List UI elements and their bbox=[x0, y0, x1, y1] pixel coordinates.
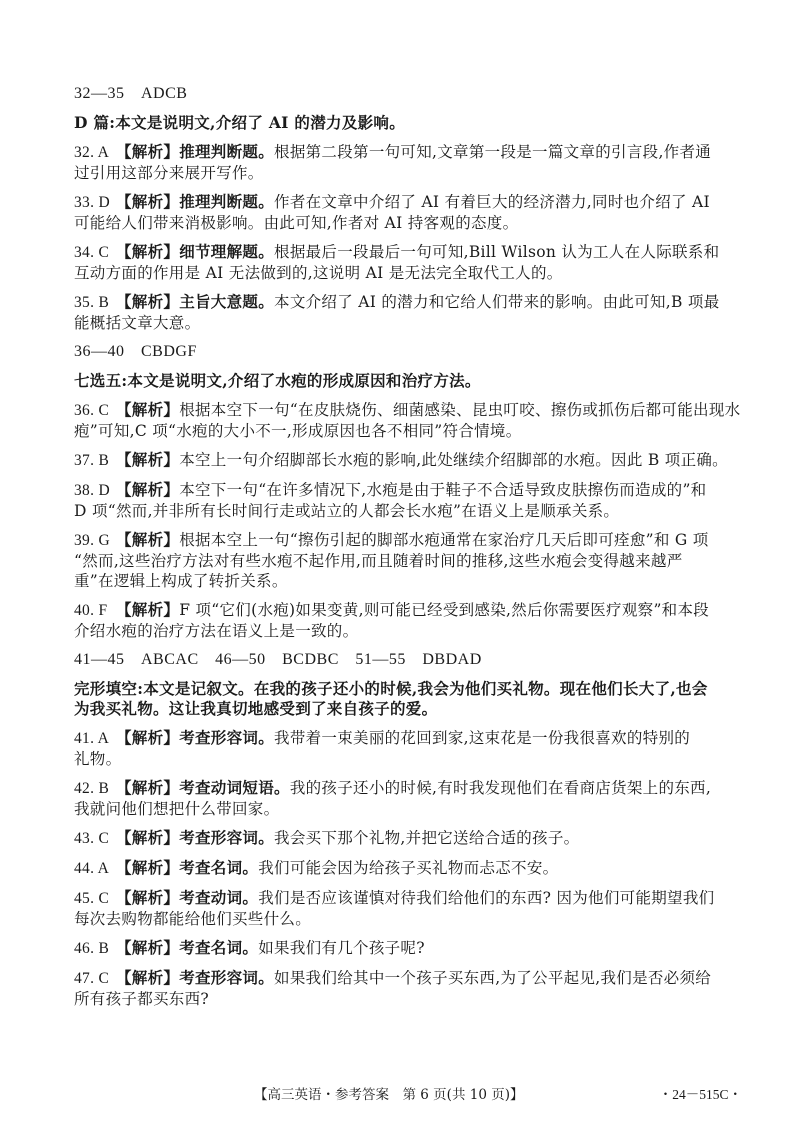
d-item: 33. D 【解析】推理判断题。作者在文章中介绍了 AI 有着巨大的经济潜力,同时也介绍了 AI 可能给人们带来消极影响。由此可知,作者对 AI 持客观的态度。 bbox=[74, 192, 710, 232]
c-item: 42. B 【解析】考查动词短语。我的孩子还小的时候,有时我发现他们在看商店货架上的东西, 我就问他们想把什么带回家。 bbox=[74, 778, 712, 818]
q-item: 36. C 【解析】根据本空下一句“在皮肤烧伤、细菌感染、昆虫叮咬、擦伤或抓伤后都可能出现水 疱”可知,C 项“水疱的大小不一,形成原因也各不相同”符合情境。 bbox=[74, 400, 741, 440]
footer-code: ・24－515C・ bbox=[658, 1087, 742, 1102]
q-item: 39. G 【解析】根据本空上一句“擦伤引起的脚部水疱通常在家治疗几天后即可痊愈”和 G 项 “然而,这些治疗方法对有些水疱不起作用,而且随着时间的推移,这些水疱会变得越来越严 重”在逻辑上构成了转折关系。 bbox=[74, 530, 709, 590]
d-item: 35. B 【解析】主旨大意题。本文介绍了 AI 的潜力和它给人们带来的影响。由此可知,B 项最 能概括文章大意。 bbox=[74, 292, 720, 332]
d-heading: D 篇:本文是说明文,介绍了 AI 的潜力及影响。 bbox=[74, 113, 406, 132]
c-heading: 完形填空:本文是记叙文。在我的孩子还小的时候,我会为他们买礼物。现在他们长大了,也会 为我买礼物。这让我真切地感受到了来自孩子的爱。 bbox=[74, 679, 708, 718]
c-item: 44. A 【解析】考查名词。我们可能会因为给孩子买礼物而忐忑不安。 bbox=[74, 858, 559, 877]
c-item: 45. C 【解析】考查动词。我们是否应该谨慎对待我们给他们的东西? 因为他们可能期望我们 每次去购物都能给他们买些什么。 bbox=[74, 888, 715, 928]
c-item: 46. B 【解析】考查名词。如果我们有几个孩子呢? bbox=[74, 938, 425, 957]
c-item: 41. A 【解析】考查形容词。我带着一束美丽的花回到家,这束花是一份我很喜欢的特别的 礼物。 bbox=[74, 728, 691, 768]
c-item: 43. C 【解析】考查形容词。我会买下那个礼物,并把它送给合适的孩子。 bbox=[74, 828, 580, 847]
footer-page-info: 【高三英语・参考答案 第 6 页(共 10 页)】 bbox=[254, 1087, 524, 1103]
q-item: 40. F 【解析】F 项“它们(水疱)如果变黄,则可能已经受到感染,然后你需要医疗观察”和本段 介绍水疱的治疗方法在语义上是一致的。 bbox=[74, 600, 710, 640]
d-item: 34. C 【解析】细节理解题。根据最后一段最后一句可知,Bill Wilson 认为工人在人际联系和 互动方面的作用是 AI 无法做到的,这说明 AI 是无法完全取代工人的。 bbox=[74, 242, 720, 282]
c-item-list bbox=[74, 728, 742, 1009]
q-item: 37. B 【解析】本空上一句介绍脚部长水疱的影响,此处继续介绍脚部的水疱。因此 B 项正确。 bbox=[74, 450, 728, 469]
q-heading: 七选五:本文是说明文,介绍了水疱的形成原因和治疗方法。 bbox=[74, 371, 481, 390]
q-answers: 36—40 CBDGF bbox=[74, 343, 197, 360]
q-item-list bbox=[74, 400, 742, 641]
d-item: 32. A 【解析】推理判断题。根据第二段第一句可知,文章第一段是一篇文章的引言段,作者通 过引用这部分来展开写作。 bbox=[74, 142, 712, 182]
c-answers: 41—45 ABCAC 46—50 BCDBC 51—55 DBDAD bbox=[74, 651, 482, 668]
d-item-list bbox=[74, 142, 742, 333]
d-answers: 32—35 ADCB bbox=[74, 85, 188, 102]
q-item: 38. D 【解析】本空下一句“在许多情况下,水疱是由于鞋子不合适导致皮肤擦伤而造成的”和 D 项“然而,并非所有长时间行走或站立的人都会长水疱”在语义上是顺承关系。 bbox=[74, 480, 707, 520]
answer-page bbox=[74, 84, 742, 1018]
c-item: 47. C 【解析】考查形容词。如果我们给其中一个孩子买东西,为了公平起见,我们是否必须给 所有孩子都买东西? bbox=[74, 968, 712, 1008]
